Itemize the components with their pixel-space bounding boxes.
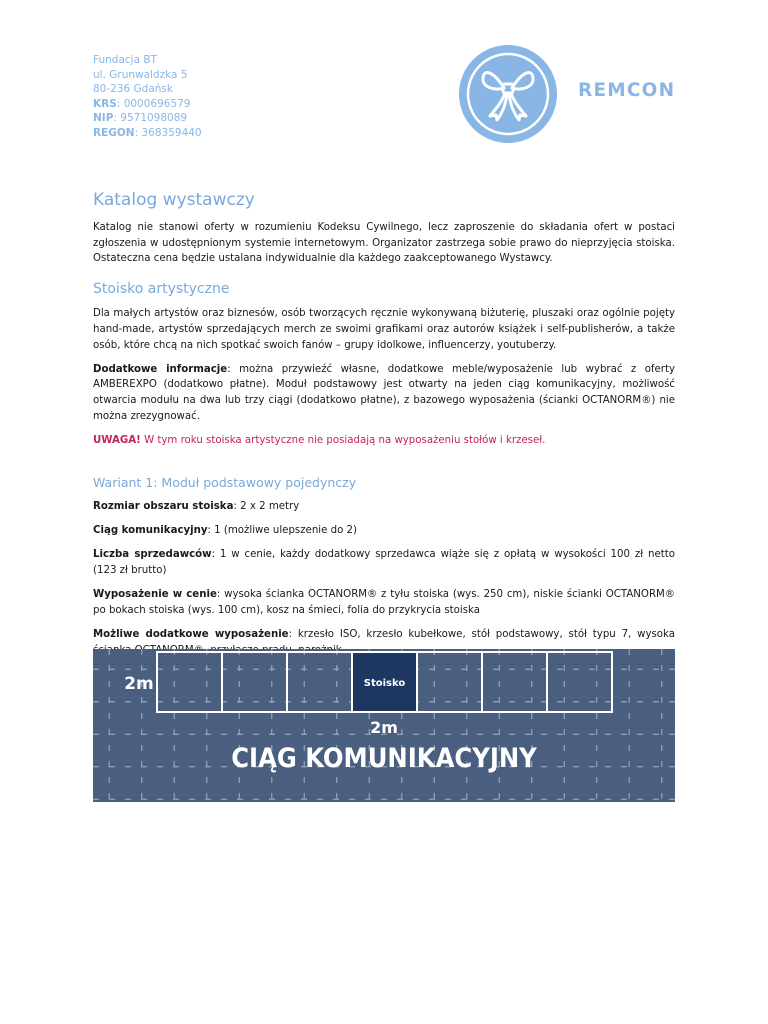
- org-city: 80-236 Gdańsk: [93, 83, 173, 96]
- section-title: Stoisko artystyczne: [93, 281, 230, 298]
- booth-layout-diagram: [93, 649, 675, 802]
- aisle-label: CIĄG KOMUNIKACYJNY: [231, 743, 537, 774]
- org-name: Fundacja BT: [93, 54, 157, 66]
- booth-label: Stoisko: [363, 678, 406, 689]
- org-nip: NIP: 9571098089: [93, 112, 188, 125]
- section-description: Dla małych artystów oraz biznesów, osób tworzących ręcznie wykonywaną biżuterię, pluszaki oraz ogólnie pojęty hand-made, artystów sprzedających merch ze swoimi grafikami oraz autorów książek i self-publisherów, a także osób, które chcą na nich spotkać swoich fanów – grupy idolkowe, influencerzy, youtuberzy.: [93, 308, 675, 351]
- extra-info: Dodatkowe informacje: można przywieźć własne, dodatkowe meble/wyposażenie lub wybrać z oferty AMBEREXPO (dodatkowo płatne). Moduł podstawowy jest otwarty na jeden ciąg komunikacyjny, możliwość otwarcia modułu na dwa lub trzy ciągi (dodatkowo płatne), z bazowego wyposażenia (ścianki OCTANORM®) nie można zrezygnować.: [93, 363, 675, 422]
- variant-title: Wariant 1: Moduł podstawowy pojedynczy: [93, 474, 357, 490]
- catalog-content: [93, 190, 675, 691]
- org-krs: KRS: 0000696579: [93, 97, 191, 110]
- brand-name: REMCON: [578, 80, 676, 101]
- page-title: Katalog wystawczy: [93, 190, 255, 210]
- side-dimension-label: 2m: [124, 674, 154, 694]
- org-street: ul. Grunwaldzka 5: [93, 68, 188, 81]
- spec-size: Rozmiar obszaru stoiska: 2 x 2 metry: [93, 500, 300, 512]
- bow-logo-icon: [458, 44, 558, 144]
- spec-sellers: Liczba sprzedawców: 1 w cenie, każdy dodatkowy sprzedawca wiąże się z opłatą w wysokości 100 zł netto (123 zł brutto): [93, 549, 675, 576]
- warning-notice: UWAGA! W tym roku stoiska artystyczne nie posiadają na wyposażeniu stołów i krzeseł.: [93, 435, 546, 447]
- intro-paragraph: Katalog nie stanowi oferty w rozumieniu Kodeksu Cywilnego, lecz zaproszenie do składania ofert w postaci zgłoszenia w udostępnionym systemie internetowym. Organizator zastrzega sobie prawo do nieprzyjęcia stoiska. Ostateczna cena będzie ustalana indywidualnie dla każdego zaakceptowanego Wystawcy.: [93, 222, 675, 265]
- width-dimension-label: 2m: [370, 718, 398, 737]
- organization-address: [93, 53, 202, 141]
- spec-equipment: Wyposażenie w cenie: wysoka ścianka OCTANORM® z tyłu stoiska (wys. 250 cm), niskie ścianki OCTANORM® po bokach stoiska (wys. 100 cm), kosz na śmieci, folia do przykrycia stoiska: [93, 589, 675, 616]
- org-regon: REGON: 368359440: [93, 126, 202, 139]
- spec-optional-equipment: Możliwe dodatkowe wyposażenie: krzesło ISO, krzesło kubełkowe, stół podstawowy, stół typu 7, wysoka: [93, 628, 676, 640]
- spec-aisle: Ciąg komunikacyjny: 1 (możliwe ulepszenie do 2): [93, 524, 358, 536]
